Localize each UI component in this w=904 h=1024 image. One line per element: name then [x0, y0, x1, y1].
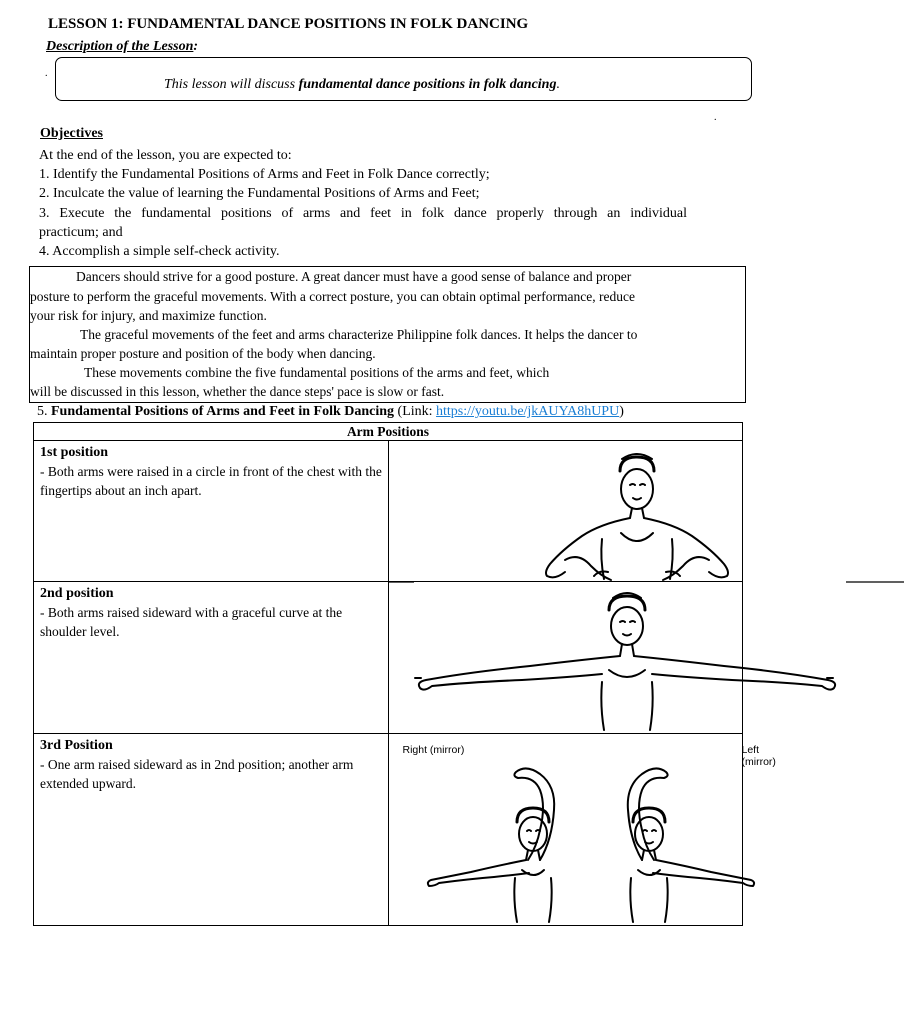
caption-right-mirror: Right (mirror): [402, 744, 465, 756]
info-line: your risk for injury, and maximize function.: [30, 308, 267, 323]
posture-info-box: [29, 266, 746, 403]
position-image-cell: [388, 734, 776, 926]
youtube-link[interactable]: https://youtu.be/jkAUYA8hUPU: [436, 404, 620, 419]
info-line: posture to perform the graceful movements. With a correct posture, you can obtain optimal performance, reduce: [30, 289, 635, 304]
stray-dot: .: [45, 68, 48, 79]
position-text: - One arm raised sideward as in 2nd position; another arm extended upward.: [40, 757, 354, 791]
info-line: The graceful movements of the feet and arms characterize Philippine folk dances. It helps the dancer to: [80, 327, 638, 342]
objective-item: 3. Execute the fundamental positions of arms and feet in folk dance properly through an individual: [39, 206, 687, 221]
objective-item: 4. Accomplish a simple self-check activity.: [39, 244, 280, 259]
position-image-cell: [388, 582, 743, 734]
info-line: Dancers should strive for a good posture. A great dancer must have a good sense of balance and proper: [76, 269, 632, 284]
info-line: These movements combine the five fundamental positions of the arms and feet, which: [84, 365, 550, 380]
position-image-cell: [388, 441, 743, 582]
first-position-figure: [389, 441, 904, 582]
position-description: [34, 582, 389, 734]
position-title: 3rd Position: [40, 738, 113, 753]
objectives-heading: Objectives: [40, 126, 103, 141]
position-title: 1st position: [40, 445, 109, 460]
caption-left-mirror: Left (mirror): [741, 744, 776, 768]
section-five-heading: 5. Fundamental Positions of Arms and Feet in Folk Dancing (Link: https://youtu.be/jkAUYA8hUPU): [37, 404, 624, 419]
objective-item: 1. Identify the Fundamental Positions of Arms and Feet in Folk Dance correctly;: [39, 167, 490, 182]
description-text: This lesson will discuss fundamental dance positions in folk dancing.: [164, 77, 560, 92]
info-line: will be discussed in this lesson, whether the dance steps' pace is slow or fast.: [30, 384, 445, 399]
position-text: - Both arms raised sideward with a graceful curve at the shoulder level.: [40, 605, 343, 639]
position-title: 2nd position: [40, 586, 114, 601]
stray-dot: .: [714, 112, 717, 123]
position-description: [34, 441, 389, 582]
info-line: maintain proper posture and position of the body when dancing.: [30, 346, 376, 361]
lesson-title: LESSON 1: FUNDAMENTAL DANCE POSITIONS IN FOLK DANCING: [48, 16, 529, 32]
objective-item: practicum; and: [39, 225, 123, 240]
description-label: Description of the Lesson:: [46, 39, 199, 54]
objective-item: 2. Inculcate the value of learning the Fundamental Positions of Arms and Feet;: [39, 186, 480, 201]
second-position-figure: [389, 582, 904, 734]
table-header: Arm Positions: [34, 423, 743, 441]
position-description: [34, 734, 389, 926]
third-position-figure: [389, 734, 904, 926]
position-text: - Both arms were raised in a circle in front of the chest with the fingertips about an inch apart.: [40, 464, 382, 498]
arm-positions-table: [33, 422, 776, 926]
objectives-intro: At the end of the lesson, you are expected to:: [39, 148, 292, 163]
